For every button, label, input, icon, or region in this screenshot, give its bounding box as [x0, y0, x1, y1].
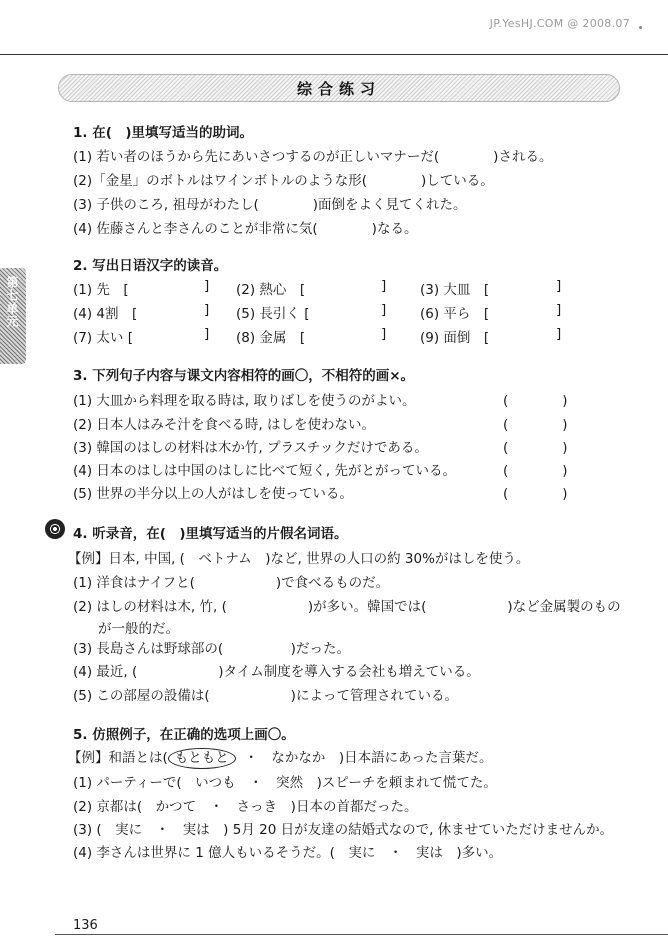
- section4-item: (1) 洋食はナイフと( )で食べるものだ。: [73, 575, 390, 591]
- section4-item: (3) 長島さんは野球部の( )だった。: [73, 641, 350, 657]
- watermark-dot: [639, 26, 642, 29]
- reading-item: (1) 先 [: [73, 282, 129, 298]
- section5-item: (3) ( 実に ・ 実は ) 5月 20 日が友達の結婚式なので, 休ませていただけませんか。: [73, 822, 614, 838]
- reading-item: (9) 面倒 [: [420, 330, 490, 346]
- reading-close-bracket: ]: [381, 326, 387, 342]
- section3-item: (4) 日本のはしは中国のはしに比べて短く, 先がとがっている。: [73, 463, 456, 479]
- reading-close-bracket: ]: [381, 278, 387, 294]
- page-number: 136: [73, 918, 98, 933]
- section1-item: (4) 佐藤さんと李さんのことが非常に気( )なる。: [73, 221, 418, 237]
- section1-item: (3) 子供のころ, 祖母がわたし( )面倒をよく見てくれた。: [73, 197, 467, 213]
- bottom-rule: [55, 934, 668, 935]
- reading-item: (3) 大皿 [: [420, 282, 490, 298]
- section2-title: 2. 写出日语汉字的读音。: [73, 258, 228, 274]
- section3-title: 3. 下列句子内容与课文内容相符的画〇，不相符的画×。: [73, 368, 415, 384]
- section-banner: [58, 74, 620, 102]
- reading-item: (2) 熱心 [: [236, 282, 306, 298]
- example-prefix: 【例】和語とは(: [68, 750, 168, 766]
- reading-close-bracket: ]: [556, 302, 562, 318]
- circled-answer: もともと: [168, 748, 236, 769]
- reading-item: (8) 金属 [: [236, 330, 306, 346]
- reading-item: (7) 太い [: [73, 330, 133, 346]
- section3-item: (2) 日本人はみそ汁を食べる時, はしを使わない。: [73, 417, 375, 433]
- section4-example: 【例】日本, 中国, ( ベトナム )など, 世界の人口の約 30%がはしを使う。: [68, 551, 530, 567]
- reading-close-bracket: ]: [556, 278, 562, 294]
- banner-title: 综合练习: [296, 80, 381, 98]
- section4-item: (2) はしの材料は木, 竹, ( )が多い。韓国では( )など金属製のもの: [73, 599, 621, 615]
- answer-parens: ( ): [503, 486, 568, 502]
- section4-item: (4) 最近, ( )タイム制度を導入する会社も増えている。: [73, 664, 480, 680]
- section5-example: [68, 746, 493, 769]
- answer-parens: ( ): [503, 417, 568, 433]
- section5-item: (1) パーティーで( いつも ・ 突然 )スピーチを頼まれて慌てた。: [73, 775, 497, 791]
- unit-side-tab: [0, 268, 26, 364]
- section1-item: (1) 若い者のほうから先にあいさつするのが正しいマナーだ( )される。: [73, 149, 553, 165]
- section4-title: 4. 听录音，在( )里填写适当的片假名词语。: [73, 526, 348, 542]
- side-tab-label: 第七单元: [5, 276, 19, 328]
- reading-close-bracket: ]: [556, 326, 562, 342]
- section5-item: (4) 李さんは世界に 1 億人もいるそうだ。( 実に ・ 実は )多い。: [73, 845, 503, 861]
- answer-parens: ( ): [503, 393, 568, 409]
- section1-item: (2)「金星」のボトルはワインボトルのような形( )している。: [73, 173, 494, 189]
- section3-item: (3) 韓国のはしの材料は木か竹, プラスチックだけである。: [73, 440, 428, 456]
- section3-item: (1) 大皿から料理を取る時は, 取りばしを使うのがよい。: [73, 393, 416, 409]
- answer-parens: ( ): [503, 440, 568, 456]
- section5-title: 5. 仿照例子，在正确的选项上画〇。: [73, 727, 295, 743]
- section1-title: 1. 在( )里填写适当的助词。: [73, 125, 254, 141]
- audio-cd-icon[interactable]: [45, 519, 65, 539]
- top-rule: [0, 54, 668, 55]
- reading-close-bracket: ]: [204, 278, 210, 294]
- answer-parens: ( ): [503, 463, 568, 479]
- section5-item: (2) 京都は( かつて ・ さっき )日本の首都だった。: [73, 799, 418, 815]
- section4-item: (5) この部屋の設備は( )によって管理されている。: [73, 688, 458, 704]
- reading-item: (6) 平ら [: [420, 306, 490, 322]
- watermark: JP.YesHJ.COM @ 2008.07: [489, 17, 630, 30]
- reading-item: (4) 4割 [: [73, 306, 138, 322]
- section3-item: (5) 世界の半分以上の人がはしを使っている。: [73, 486, 353, 502]
- reading-close-bracket: ]: [381, 302, 387, 318]
- section4-item-continuation: が一般的だ。: [98, 621, 179, 637]
- reading-item: (5) 長引く [: [236, 306, 310, 322]
- reading-close-bracket: ]: [204, 302, 210, 318]
- reading-close-bracket: ]: [204, 326, 210, 342]
- example-suffix: ・ なかなか )日本語にあった言葉だ。: [244, 750, 493, 766]
